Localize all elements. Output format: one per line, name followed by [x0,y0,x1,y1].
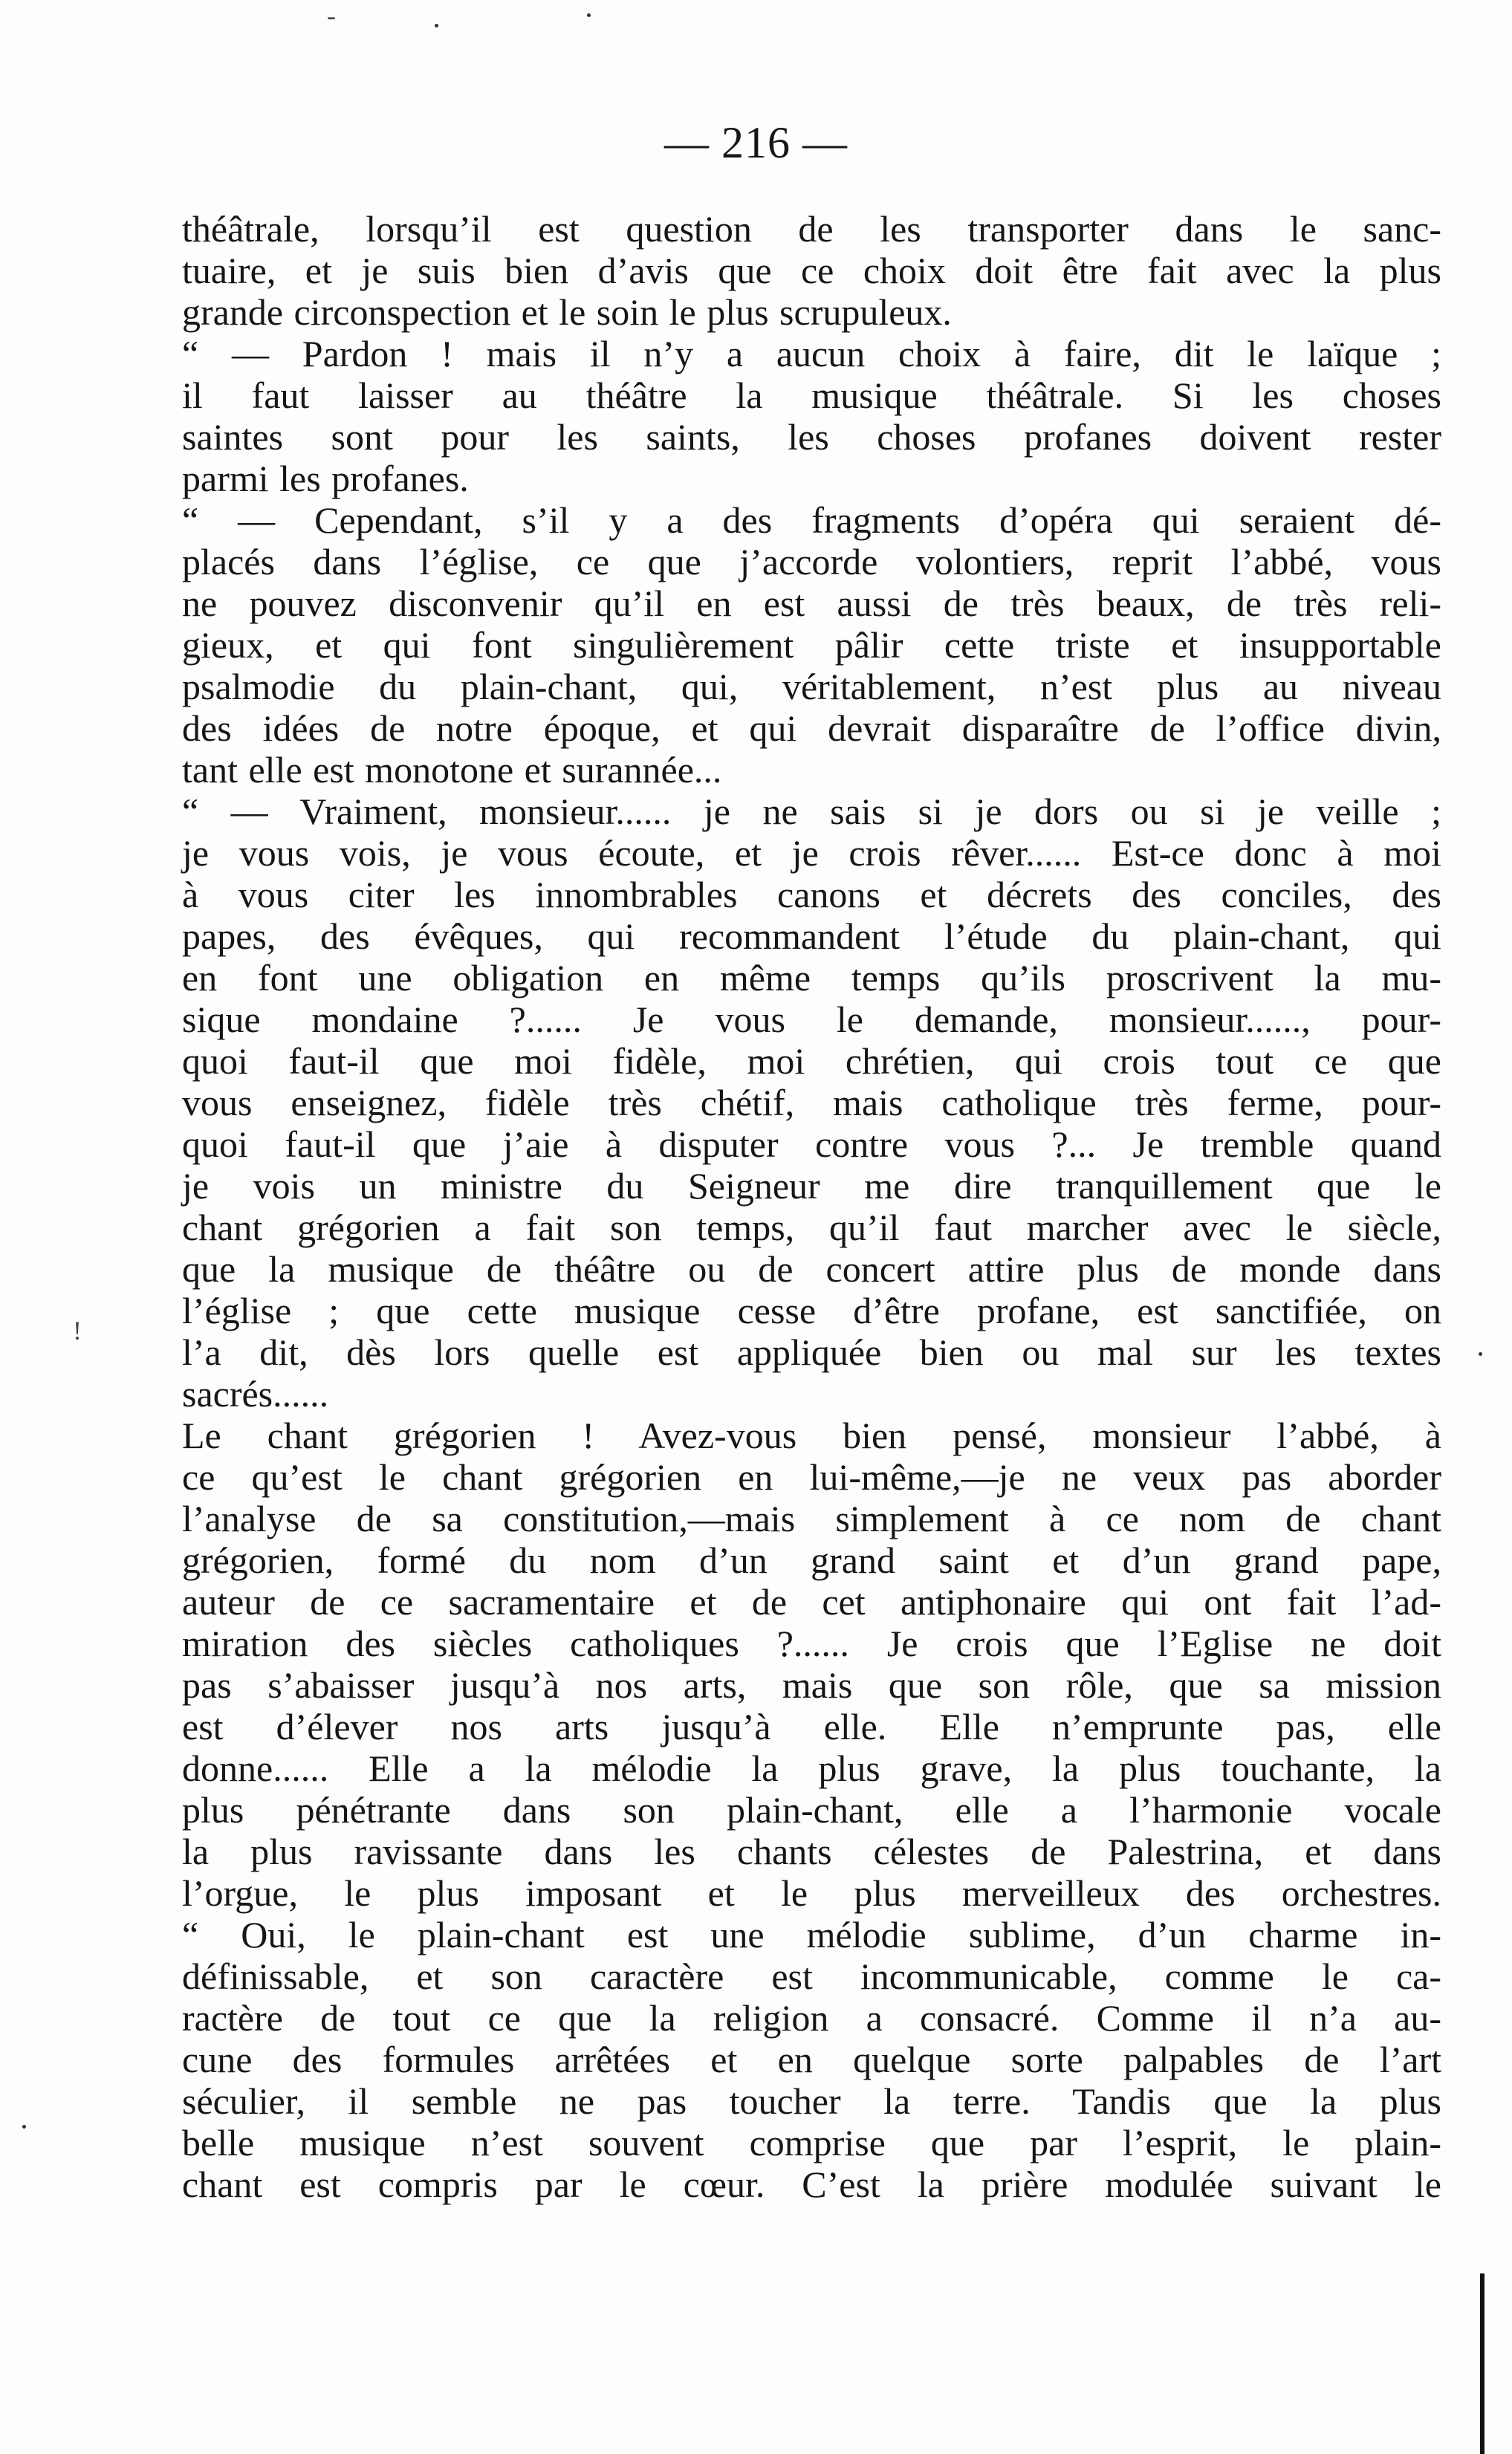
text-line: grégorien, formé du nom d’un grand saint et d’un grand pape, [182,1539,1441,1581]
text-line: séculier, il semble ne pas toucher la terre. Tandis que la plus [182,2080,1441,2122]
text-line: gieux, et qui font singulièrement pâlir cette triste et insupportable [182,624,1441,666]
text-line: pas s’abaisser jusqu’à nos arts, mais que son rôle, que sa mission [182,1664,1441,1706]
text-line: papes, des évêques, qui recommandent l’étude du plain-chant, qui [182,915,1441,957]
text-line: à vous citer les innombrables canons et décrets des conciles, des [182,874,1441,915]
text-line: tuaire, et je suis bien d’avis que ce choix doit être fait avec la plus [182,250,1441,291]
ink-speck [587,13,591,17]
text-line: je vois un ministre du Seigneur me dire tranquillement que le [182,1165,1441,1207]
text-line: auteur de ce sacramentaire et de cet antiphonaire qui ont fait l’ad- [182,1581,1441,1623]
scan-edge-rule [1480,2273,1485,2454]
margin-mark-top: - [327,1,336,30]
text-line: quoi faut-il que moi fidèle, moi chrétien, qui crois tout ce que [182,1040,1441,1082]
page-number: — 216 — [664,118,848,167]
text-line: grande circonspection et le soin le plus scrupuleux. [182,291,952,333]
text-line: en font une obligation en même temps qu’ils proscrivent la mu- [182,957,1441,999]
text-line: “ — Pardon ! mais il n’y a aucun choix à faire, dit le laïque ; [182,333,1441,374]
text-line: sique mondaine ?...... Je vous le demande, monsieur......, pour- [182,999,1441,1040]
text-line: l’a dit, dès lors quelle est appliquée bien ou mal sur les textes [182,1331,1441,1373]
text-line: l’orgue, le plus imposant et le plus merveilleux des orchestres. [182,1872,1441,1914]
ink-speck [22,2125,26,2129]
text-line: théâtrale, lorsqu’il est question de les transporter dans le sanc- [182,208,1441,250]
text-line: l’église ; que cette musique cesse d’être profane, est sanctifiée, on [182,1290,1441,1331]
text-line: “ — Cependant, s’il y a des fragments d’opéra qui seraient dé- [182,499,1441,541]
text-line: la plus ravissante dans les chants célestes de Palestrina, et dans [182,1831,1441,1872]
text-line: psalmodie du plain-chant, qui, véritablement, n’est plus au niveau [182,666,1441,707]
ink-speck [1479,1352,1482,1356]
text-line: cune des formules arrêtées et en quelque sorte palpables de l’art [182,2039,1441,2080]
text-line: sacrés...... [182,1373,329,1415]
text-line: il faut laisser au théâtre la musique théâtrale. Si les choses [182,374,1441,416]
text-line: chant grégorien a fait son temps, qu’il faut marcher avec le siècle, [182,1207,1441,1248]
text-line: saintes sont pour les saints, les choses profanes doivent rester [182,416,1441,458]
ink-speck [435,24,438,27]
margin-mark-left: ! [73,1316,82,1346]
text-line: est d’élever nos arts jusqu’à elle. Elle n’emprunte pas, elle [182,1706,1441,1747]
text-line: belle musique n’est souvent comprise que par l’esprit, le plain- [182,2122,1441,2164]
text-line: “ Oui, le plain-chant est une mélodie sublime, d’un charme in- [182,1914,1441,1955]
text-line: tant elle est monotone et surannée... [182,749,722,791]
text-line: définissable, et son caractère est incommunicable, comme le ca- [182,1955,1441,1997]
text-line: quoi faut-il que j’aie à disputer contre vous ?... Je tremble quand [182,1123,1441,1165]
text-line: parmi les profanes. [182,458,469,499]
text-line: chant est compris par le cœur. C’est la prière modulée suivant le [182,2164,1441,2205]
text-line: que la musique de théâtre ou de concert attire plus de monde dans [182,1248,1441,1290]
text-line: miration des siècles catholiques ?...... Je crois que l’Eglise ne doit [182,1623,1441,1664]
text-line: placés dans l’église, ce que j’accorde volontiers, reprit l’abbé, vous [182,541,1441,582]
text-line: des idées de notre époque, et qui devrait disparaître de l’office divin, [182,707,1441,749]
text-line: ne pouvez disconvenir qu’il en est aussi de très beaux, de très reli- [182,582,1441,624]
text-line: donne...... Elle a la mélodie la plus grave, la plus touchante, la [182,1747,1441,1789]
text-line: ractère de tout ce que la religion a consacré. Comme il n’a au- [182,1997,1441,2039]
text-line: ce qu’est le chant grégorien en lui-même,—je ne veux pas aborder [182,1456,1441,1498]
text-line: plus pénétrante dans son plain-chant, elle a l’harmonie vocale [182,1789,1441,1831]
text-line: je vous vois, je vous écoute, et je crois rêver...... Est-ce donc à moi [182,832,1441,874]
text-line: vous enseignez, fidèle très chétif, mais catholique très ferme, pour- [182,1082,1441,1123]
text-line: l’analyse de sa constitution,—mais simplement à ce nom de chant [182,1498,1441,1539]
body-text [182,208,1441,2205]
text-line: “ — Vraiment, monsieur...... je ne sais si je dors ou si je veille ; [182,791,1441,832]
text-line: Le chant grégorien ! Avez-vous bien pensé, monsieur l’abbé, à [182,1415,1441,1456]
